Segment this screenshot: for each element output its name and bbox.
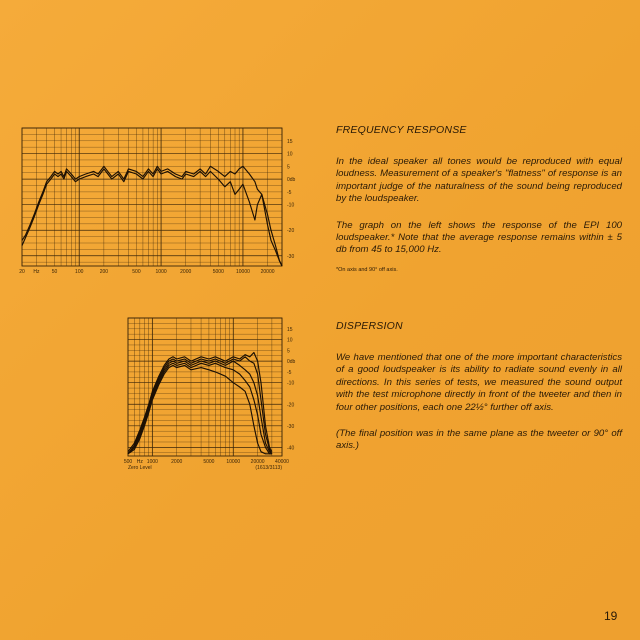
x-tick-label: 5000 bbox=[212, 269, 224, 275]
y-tick-label: 10 bbox=[287, 337, 293, 344]
frequency-response-paragraph-1: In the ideal speaker all tones would be reproduced with equal loudness. Measurement of a speaker's "flatness" of response is an important judge of the naturalness of the sound being reproduced by the loudspeaker. bbox=[336, 156, 622, 205]
frequency-response-svg bbox=[14, 124, 304, 274]
x-tick-label: 500 bbox=[123, 459, 133, 465]
dispersion-section bbox=[336, 320, 622, 467]
y-tick-label: -10 bbox=[287, 202, 295, 209]
y-tick-label: 15 bbox=[287, 326, 293, 333]
y-tick-label: -5 bbox=[287, 369, 292, 376]
y-tick-label: 0db bbox=[287, 359, 296, 366]
y-tick-label: -10 bbox=[287, 380, 295, 387]
y-tick-label: 5 bbox=[287, 164, 290, 171]
x-tick-label: Hz bbox=[136, 459, 143, 465]
y-tick-label: -30 bbox=[287, 423, 295, 430]
frequency-response-section bbox=[336, 124, 622, 273]
x-tick-label: 2000 bbox=[180, 269, 192, 275]
y-tick-label: -20 bbox=[287, 228, 295, 235]
dispersion-paragraph-2: (The final position was in the same plane as the tweeter or 90° off axis.) bbox=[336, 428, 622, 452]
x-tick-label: 1000 bbox=[155, 269, 167, 275]
x-tick-label: 2000 bbox=[171, 459, 183, 465]
dispersion-title: DISPERSION bbox=[336, 320, 403, 332]
x-tick-label: Hz bbox=[33, 269, 40, 275]
x-tick-label: 10000 bbox=[226, 459, 241, 465]
chart-grid bbox=[22, 128, 282, 266]
y-tick-label: -5 bbox=[287, 189, 292, 196]
x-tick-label: 40000 bbox=[275, 459, 289, 465]
x-tick-label: 20 bbox=[19, 269, 25, 275]
frequency-response-title: FREQUENCY RESPONSE bbox=[336, 124, 467, 136]
x-tick-label: 50 bbox=[51, 269, 58, 275]
page-number: 19 bbox=[604, 609, 618, 623]
y-tick-label: 15 bbox=[287, 138, 293, 145]
frequency-response-chart bbox=[14, 124, 304, 274]
frequency-response-paragraph-2: The graph on the left shows the response of the EPI 100 loudspeaker.* Note that the average response remains within ± 5 db from 45 to 15,000 Hz. bbox=[336, 219, 622, 256]
y-tick-label: 5 bbox=[287, 348, 290, 355]
dispersion-paragraph-1: We have mentioned that one of the more important characteristics of a good loudspeaker is its ability to radiate sound evenly in all directions. In this series of tests, we measured the sound output with the test microphone directly in front of the tweeter and then in four other positions, each one 22½° further off axis. bbox=[336, 352, 622, 413]
x-tick-label: 200 bbox=[99, 269, 109, 275]
x-tick-label: 20000 bbox=[250, 459, 265, 465]
y-tick-label: 10 bbox=[287, 151, 293, 158]
frequency-response-footnote: *On axis and 90° off axis. bbox=[336, 266, 398, 273]
x-tick-label: 5000 bbox=[203, 459, 215, 465]
y-tick-label: -30 bbox=[287, 253, 295, 260]
y-tick-label: -40 bbox=[287, 445, 295, 452]
x-tick-label: 10000 bbox=[235, 269, 250, 275]
reference-code-label: (1613/3113) bbox=[255, 465, 282, 471]
x-tick-label: 20000 bbox=[260, 269, 275, 275]
x-tick-label: 100 bbox=[75, 269, 84, 275]
x-tick-label: 1000 bbox=[146, 459, 158, 465]
zero-level-label: Zero Level bbox=[128, 465, 152, 471]
y-tick-label: 0db bbox=[287, 177, 296, 184]
x-tick-label: 500 bbox=[132, 269, 141, 275]
dispersion-chart bbox=[118, 314, 300, 472]
y-tick-label: -20 bbox=[287, 402, 295, 409]
dispersion-svg bbox=[118, 314, 300, 472]
